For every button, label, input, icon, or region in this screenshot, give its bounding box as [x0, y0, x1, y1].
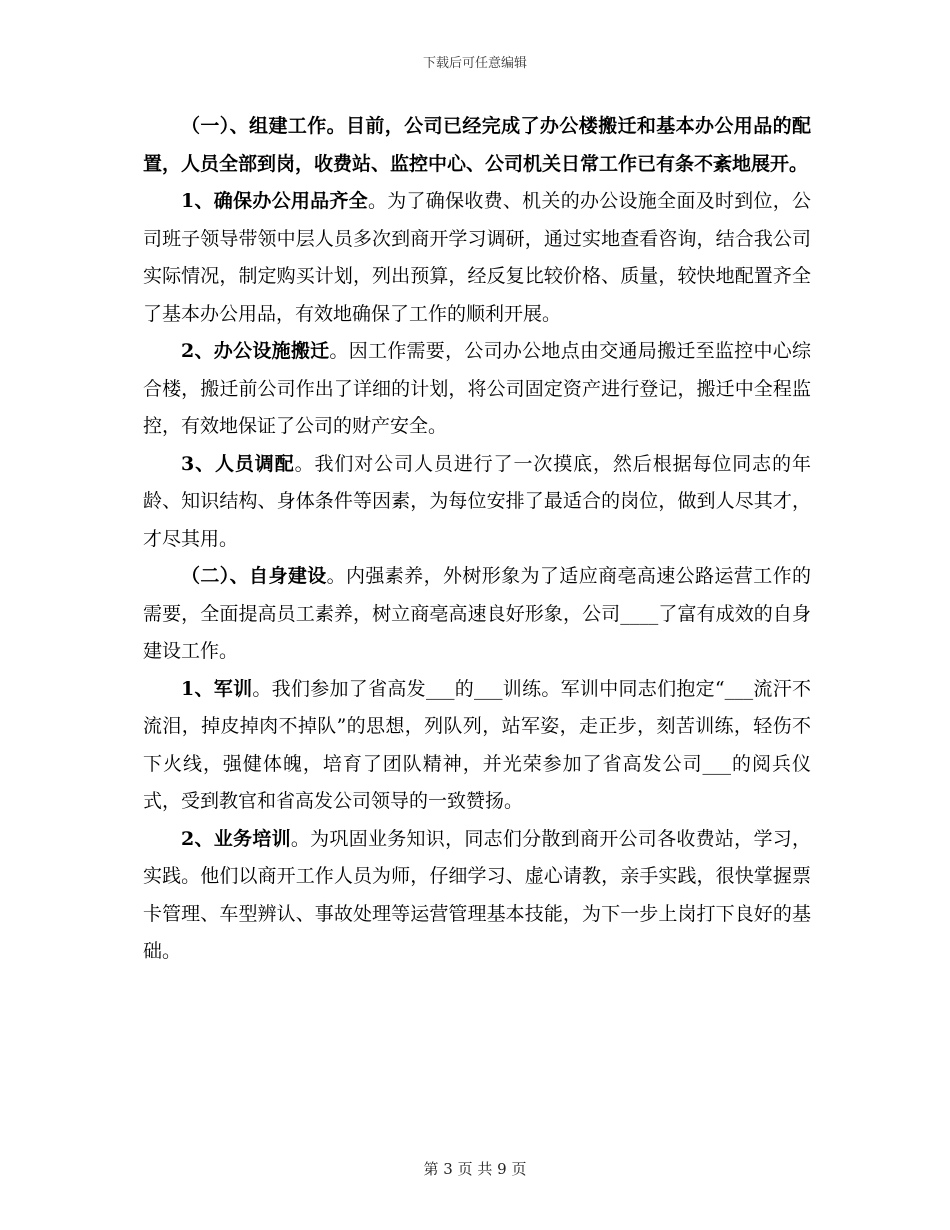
section-heading: 1、确保办公用品齐全 — [181, 190, 368, 212]
section-text: 。为了确保收费、机关的办公设施全面及时到位，公司班子领导带领中层人员多次到商开学习调研，通过实地查看咨询，结合我公司实际情况，制定购买计划，列出预算，经反复比较价格、质量，较快地配置齐全了基本办公用品，有效地确保了工作的顺利开展。 — [143, 190, 811, 325]
section-self-building — [143, 558, 811, 671]
page-header: 下载后可任意编辑 — [422, 56, 527, 71]
section-military-training — [143, 671, 811, 821]
document-body — [143, 108, 811, 971]
section-text: 。为巩固业务知识，同志们分散到商开公司各收费站，学习，实践。他们以商开工作人员为师，仔细学习、虚心请教，亲手实践，很快掌握票卡管理、车型辨认、事故处理等运营管理基本技能，为下一步上岗打下良好的基础。 — [143, 827, 811, 962]
section-heading: 2、业务培训 — [181, 827, 291, 850]
section-text: 。我们参加了省高发___的___训练。军训中同志们抱定“___流汗不流泪，掉皮掉肉不掉队”的思想，列队列，站军姿，走正步，刻苦训练，轻伤不下火线，强健体魄，培育了团队精神，并光荣参加了省高发公司___的阅兵仪式，受到教官和省高发公司领导的一致赞扬。 — [143, 677, 811, 812]
section-office-supplies — [143, 183, 811, 333]
section-text: 。我们对公司人员进行了一次摸底，然后根据每位同志的年龄、知识结构、身体条件等因素，为每位安排了最适合的岗位，做到人尽其才，才尽其用。 — [143, 452, 811, 550]
section-organization — [143, 108, 811, 183]
section-heading: 1、军训 — [181, 677, 253, 700]
section-text: 。内强素养，外树形象为了适应商亳高速公路运营工作的需要，全面提高员工素养，树立商亳高速良好形象，公司____了富有成效的自身建设工作。 — [143, 565, 811, 662]
section-business-training — [143, 821, 811, 971]
section-heading: （一）、组建工作。 — [181, 115, 347, 137]
section-staff-allocation — [143, 446, 811, 559]
section-text: 。因工作需要，公司办公地点由交通局搬迁至监控中心综合楼，搬迁前公司作出了详细的计划，将公司固定资产进行登记，搬迁中全程监控，有效地保证了公司的财产安全。 — [143, 340, 811, 437]
section-heading: 2、办公设施搬迁 — [181, 340, 330, 362]
section-heading: （二）、自身建设 — [181, 565, 327, 587]
page-number: 第 3 页 共 9 页 — [423, 1160, 527, 1178]
section-heading: 3、人员调配 — [181, 452, 295, 475]
section-office-relocation — [143, 333, 811, 446]
section-text: 目前，公司已经完成了办公楼搬迁和基本办公用品的配置，人员全部到岗，收费站、监控中心、公司机关日常工作已有条不紊地展开。 — [143, 115, 811, 175]
